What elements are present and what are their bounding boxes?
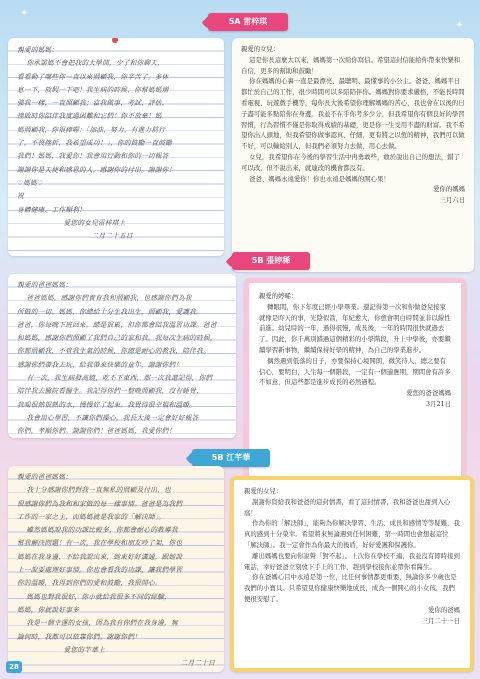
letter-date: 三月六日 — [439, 196, 465, 205]
parent-letter-text: 親愛的女兒： 謝謝你寫給我和爸爸的這封情書，看了這封情書，我和爸爸也甜到入心窩！ 作為你的「解決師」，能夠為你解決學習、生活、成長和感情等等疑難，我真的感到十分榮幸。希望將來無論遇到任何困難，第一時間也會想起這位「解決師」。我一定會作為你最大的後盾，好好愛護和保護你。 離出媽媽也要向你說聲「對不起」。上次你在學校不適，我並沒有即時接到電話，幸好爸爸立刻放下手上的工作，趕到學校接你並帶你看醫生。 你在爸媽心目中永遠是第一位，比任何事情都更重要，無論你多少歲也是我們的小寶貝。只希望見你健康快樂地成長，成為一個開心的小女孩，我們便很安慰了。 — [244, 487, 460, 603]
parent-letter-text: 親愛的女兒： 這是你長這麼大以來，媽媽第一次給你寫信。希望這封信能給你帶來快樂和自信，更多的幫助和鼓勵！ 你在媽媽的心裏一直是最漂亮、最聰明、最懂事的小公主。爸爸、媽媽平日都忙於自己的工作，很少時間可以多陪陪伴你。媽媽對你要求嚴格，不能長時間看電視、玩遊戲手機等，每你長大後希望你理解媽媽的苦心，我也會在以後的日子盡可能多點陪你在身邊。我並不在乎你考多少分，但我希望你有個良好的學習習慣，行為習慣不僅是你取得成績的基礎，更是你一生受用不盡的財富。我不希望你出人頭地，但我希望你做事認真、仔細，更有將之以恆的精神，我們可以做不好，可以輸給別人，但我們必須努力去做，用心去做。 女兒，我希望你在今後的學習生活中再勇敢些，敢於說出自己的想法，錯了可以改，但不說出來，就連改的機會都沒有。 爸爸、媽媽永遠愛你！你也永遠是媽媽的開心果！ — [241, 45, 465, 183]
parent-signature: 愛你的爸媽 — [428, 605, 460, 614]
student-name-tag: 5B 江芊華 — [192, 449, 270, 467]
star-decoration-icon: ✦ — [20, 8, 29, 19]
student-name-tag: 5A 雷梓琪 — [208, 13, 288, 31]
child-letter-text: 親愛的爸爸媽媽： 我十分感謝你們對我一直無私的照顧及付出，也 很感謝你們為我和和家做的每一樣事情。爸爸是為我們 工作的一家之主，而媽媽就是我家的「解決師」。 雖然媽媽說我的功課比較多，你都會耐心的教導我 幫我解決問題！有一次，我在學校和朋友吵了架，你也 媽媽在我身邊，不給我說出來，她來好好溝通，跟她說 上一說要處理好事情。你也會看我的功課，讓我們學習 你的溫暖，我得到你們的愛和鼓勵，我很開心。 媽媽也對我很好，你小就給我很多不同的經驗， 媽媽，你就說好事多 我是一個幸運的女孩，因為我有你們在我身邊，無 論何時，我都可以依靠你們。謝謝你們！ 愛您的芊華上 — [17, 473, 183, 654]
child-letter-card — [8, 466, 224, 672]
letter-date: 三月二十一日 — [421, 616, 460, 625]
parent-letter-card — [232, 38, 474, 272]
child-letter-text: 親愛的爸爸媽媽： 爸爸媽媽，感謝你們養育我和照顧我，也感謝你們為我 所做的一切。媽媽，你總給十分生我出生，照顧我，愛護我。 爸爸，你每晚下班回來，總是很累，但你都會陪我溫習功課。爸爸 和媽媽，感謝你們照顧了我們自己的家和我。我每次生病的時候， 你都照顧我，不管我生氣的時候，你總是耐心的教我，陪伴我。 感謝你們帶我去玩，給我帶來快樂的童年，謝謝你們！ 有一次，我生病發高燒，吃不下東西，那一次我還記得，你們 陪伴我去醫院看醫生。我記得你們一整晚照顧我，沒有睡覺， 我喝很熱很熱的水，慢慢好了起來。我覺得很幸福和溫暖。 我會用心學習，不讓你們操心，我長大後一定會好好報答 你們，孝順你們。謝謝你們！爸爸媽媽，我愛你們！ — [17, 281, 217, 436]
parent-letter-text: 親愛的婷晞： 轉眼間，你下年度已經小學畢業。還記得第一次和你做爸兒接家就像是昨天的事，光陰似箭，年紀愈大，你愈會明白時間並非以線性前進。幼兒時的一年，過得很慢，成長後，一年的時間很快就過去了。因此，你千萬別錯過這個精彩的小學階段，升上中學後，亦要繼續學習新事物，繼續保持好學的精神，為自己的學業進步。 偶然遇到低落的日子，亦要保持心境開朗，微笑待人，總之要有信心，要明白，人生每一個階段，一定有一個適應期，期間會有許多不如意，但這些都是進步成長的必然過程。 — [259, 292, 451, 387]
student-name-tag: 5B 張婷稀 — [232, 252, 310, 270]
parent-letter-card — [244, 278, 466, 484]
page-number: 28 — [6, 661, 22, 673]
parent-letter-card — [230, 476, 474, 672]
child-letter-card — [8, 274, 236, 438]
parent-signature: 愛你的媽媽 — [433, 185, 465, 194]
pin-icon — [112, 38, 118, 43]
star-decoration-icon: ✦ — [455, 20, 464, 31]
letter-date: 二月二十日 — [180, 659, 215, 668]
parent-signature: 愛您的爸爸媽媽 — [406, 389, 451, 398]
child-letter-text: 親愛的媽媽： 你承諾媽不會把我的大學開，少了和你聊天， 看看動了哪些你一直以來照顧我，你辛苦了。多休 息一下，放假一下吧！我生病的時候，你幫媽媽增 強我一樣，一直照顧我；當我做事、考試、評估、 挫敗時你陪伴我度過困難和它們！你不放棄！媽 媽照顧我，你很棒喔：「加油，努力，有進力前行 了，不畏挫折，我希望成功！」，你的鼓勵一直鼓勵 我們！媽媽，我愛你！我會用行動和你的一切報答 謝謝你是天使和感恩的人，感謝你的付出。謝謝你！ ♡媽媽♡ 祝 身體健康、工作順利！ 愛您的女兒雷梓琪上 二月二十五日 — [17, 46, 176, 241]
letter-date: 3月21日 — [426, 399, 451, 408]
child-letter-card — [8, 38, 224, 256]
